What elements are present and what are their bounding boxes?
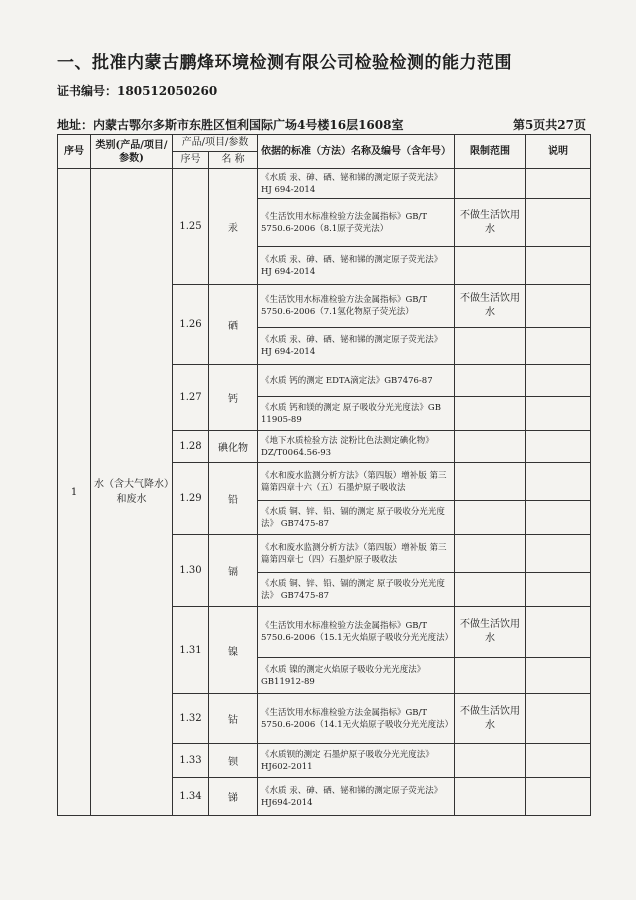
item-name: 铅	[209, 463, 258, 535]
header-limit: 限制范围	[455, 135, 526, 169]
certificate-number	[57, 82, 217, 99]
limit-cell	[455, 328, 526, 365]
header-seq: 序号	[58, 135, 91, 169]
standard-cell: 《生活饮用水标准检验方法金属指标》GB/T 5750.6-2006（15.1无火焰原子吸收分光光度法）	[258, 607, 455, 658]
standard-cell: 《水质 钙的测定 EDTA滴定法》GB7476-87	[258, 365, 455, 397]
standard-cell: 《水质 钙和镁的测定 原子吸收分光光度法》GB 11905-89	[258, 397, 455, 431]
note-cell	[526, 247, 591, 285]
address	[57, 116, 403, 133]
item-name: 钡	[209, 744, 258, 778]
limit-cell	[455, 365, 526, 397]
header-name: 名 称	[209, 152, 258, 169]
item-name: 镍	[209, 607, 258, 694]
standard-cell: 《水质 镍的测定火焰原子吸收分光光度法》GB11912-89	[258, 658, 455, 694]
page-info: 第5页共27页	[512, 118, 586, 132]
item-number: 1.26	[173, 285, 209, 365]
item-number: 1.32	[173, 694, 209, 744]
note-cell	[526, 573, 591, 607]
cert-label: 证书编号：	[57, 84, 118, 98]
note-cell	[526, 744, 591, 778]
note-cell	[526, 607, 591, 658]
limit-cell	[455, 658, 526, 694]
note-cell	[526, 501, 591, 535]
standard-cell: 《水质 铜、锌、铅、镉的测定 原子吸收分光光度法》 GB7475-87	[258, 501, 455, 535]
limit-cell	[455, 397, 526, 431]
item-name: 硒	[209, 285, 258, 365]
category-name: 水（含大气降水）和废水	[91, 169, 173, 816]
item-number: 1.31	[173, 607, 209, 694]
item-number: 1.25	[173, 169, 209, 285]
limit-cell	[455, 501, 526, 535]
address-value: 内蒙古鄂尔多斯市东胜区恒利国际广场4号楼16层1608室	[93, 118, 404, 132]
address-label: 地址：	[57, 118, 94, 132]
item-number: 1.30	[173, 535, 209, 607]
standard-cell: 《水和废水监测分析方法》（第四版）增补版 第三篇第四章七（四）石墨炉原子吸收法	[258, 535, 455, 573]
header-note: 说明	[526, 135, 591, 169]
item-name: 镉	[209, 535, 258, 607]
cert-value: 180512050260	[117, 84, 218, 98]
limit-cell: 不做生活饮用水	[455, 607, 526, 658]
limit-cell: 不做生活饮用水	[455, 199, 526, 247]
item-number: 1.28	[173, 431, 209, 463]
header-product-group: 产品/项目/参数	[173, 135, 258, 152]
item-name: 汞	[209, 169, 258, 285]
limit-cell	[455, 463, 526, 501]
note-cell	[526, 199, 591, 247]
limit-cell	[455, 247, 526, 285]
note-cell	[526, 778, 591, 816]
item-number: 1.29	[173, 463, 209, 535]
limit-cell	[455, 778, 526, 816]
note-cell	[526, 285, 591, 328]
standard-cell: 《水质 铜、锌、铅、镉的测定 原子吸收分光光度法》 GB7475-87	[258, 573, 455, 607]
limit-cell: 不做生活饮用水	[455, 285, 526, 328]
header-category: 类别(产品/项目/参数)	[91, 135, 173, 169]
standard-cell: 《水和废水监测分析方法》（第四版）增补版 第三篇第四章十六（五）石墨炉原子吸收法	[258, 463, 455, 501]
table-row	[58, 169, 591, 199]
note-cell	[526, 658, 591, 694]
standard-cell: 《水质钡的测定 石墨炉原子吸收分光光度法》HJ602-2011	[258, 744, 455, 778]
standard-cell: 《地下水质检验方法 淀粉比色法测定碘化物》DZ/T0064.56-93	[258, 431, 455, 463]
item-number: 1.33	[173, 744, 209, 778]
item-number: 1.27	[173, 365, 209, 431]
item-name: 钙	[209, 365, 258, 431]
header-sub-seq: 序号	[173, 152, 209, 169]
item-number: 1.34	[173, 778, 209, 816]
standard-cell: 《水质 汞、砷、硒、铋和锑的测定原子荧光法》HJ694-2014	[258, 778, 455, 816]
note-cell	[526, 463, 591, 501]
note-cell	[526, 365, 591, 397]
note-cell	[526, 694, 591, 744]
limit-cell	[455, 744, 526, 778]
note-cell	[526, 397, 591, 431]
capability-table	[57, 134, 591, 816]
header-standard: 依据的标准（方法）名称及编号（含年号）	[258, 135, 455, 169]
note-cell	[526, 535, 591, 573]
limit-cell	[455, 535, 526, 573]
limit-cell	[455, 431, 526, 463]
item-name: 钴	[209, 694, 258, 744]
table-body	[58, 169, 591, 816]
page-title: 一、批准内蒙古鹏烽环境检测有限公司检验检测的能力范围	[57, 53, 512, 73]
standard-cell: 《生活饮用水标准检验方法金属指标》GB/T 5750.6-2006（7.1氢化物原子荧光法）	[258, 285, 455, 328]
standard-cell: 《生活饮用水标准检验方法金属指标》GB/T 5750.6-2006（14.1无火焰原子吸收分光光度法）	[258, 694, 455, 744]
note-cell	[526, 328, 591, 365]
standard-cell: 《水质 汞、砷、硒、铋和锑的测定原子荧光法》HJ 694-2014	[258, 169, 455, 199]
note-cell	[526, 431, 591, 463]
standard-cell: 《生活饮用水标准检验方法金属指标》GB/T 5750.6-2006（8.1原子荧光法）	[258, 199, 455, 247]
item-name: 碘化物	[209, 431, 258, 463]
standard-cell: 《水质 汞、砷、硒、铋和锑的测定原子荧光法》HJ 694-2014	[258, 247, 455, 285]
limit-cell: 不做生活饮用水	[455, 694, 526, 744]
limit-cell	[455, 573, 526, 607]
item-name: 锑	[209, 778, 258, 816]
note-cell	[526, 169, 591, 199]
limit-cell	[455, 169, 526, 199]
standard-cell: 《水质 汞、砷、硒、铋和锑的测定原子荧光法》HJ 694-2014	[258, 328, 455, 365]
category-seq: 1	[58, 169, 91, 816]
